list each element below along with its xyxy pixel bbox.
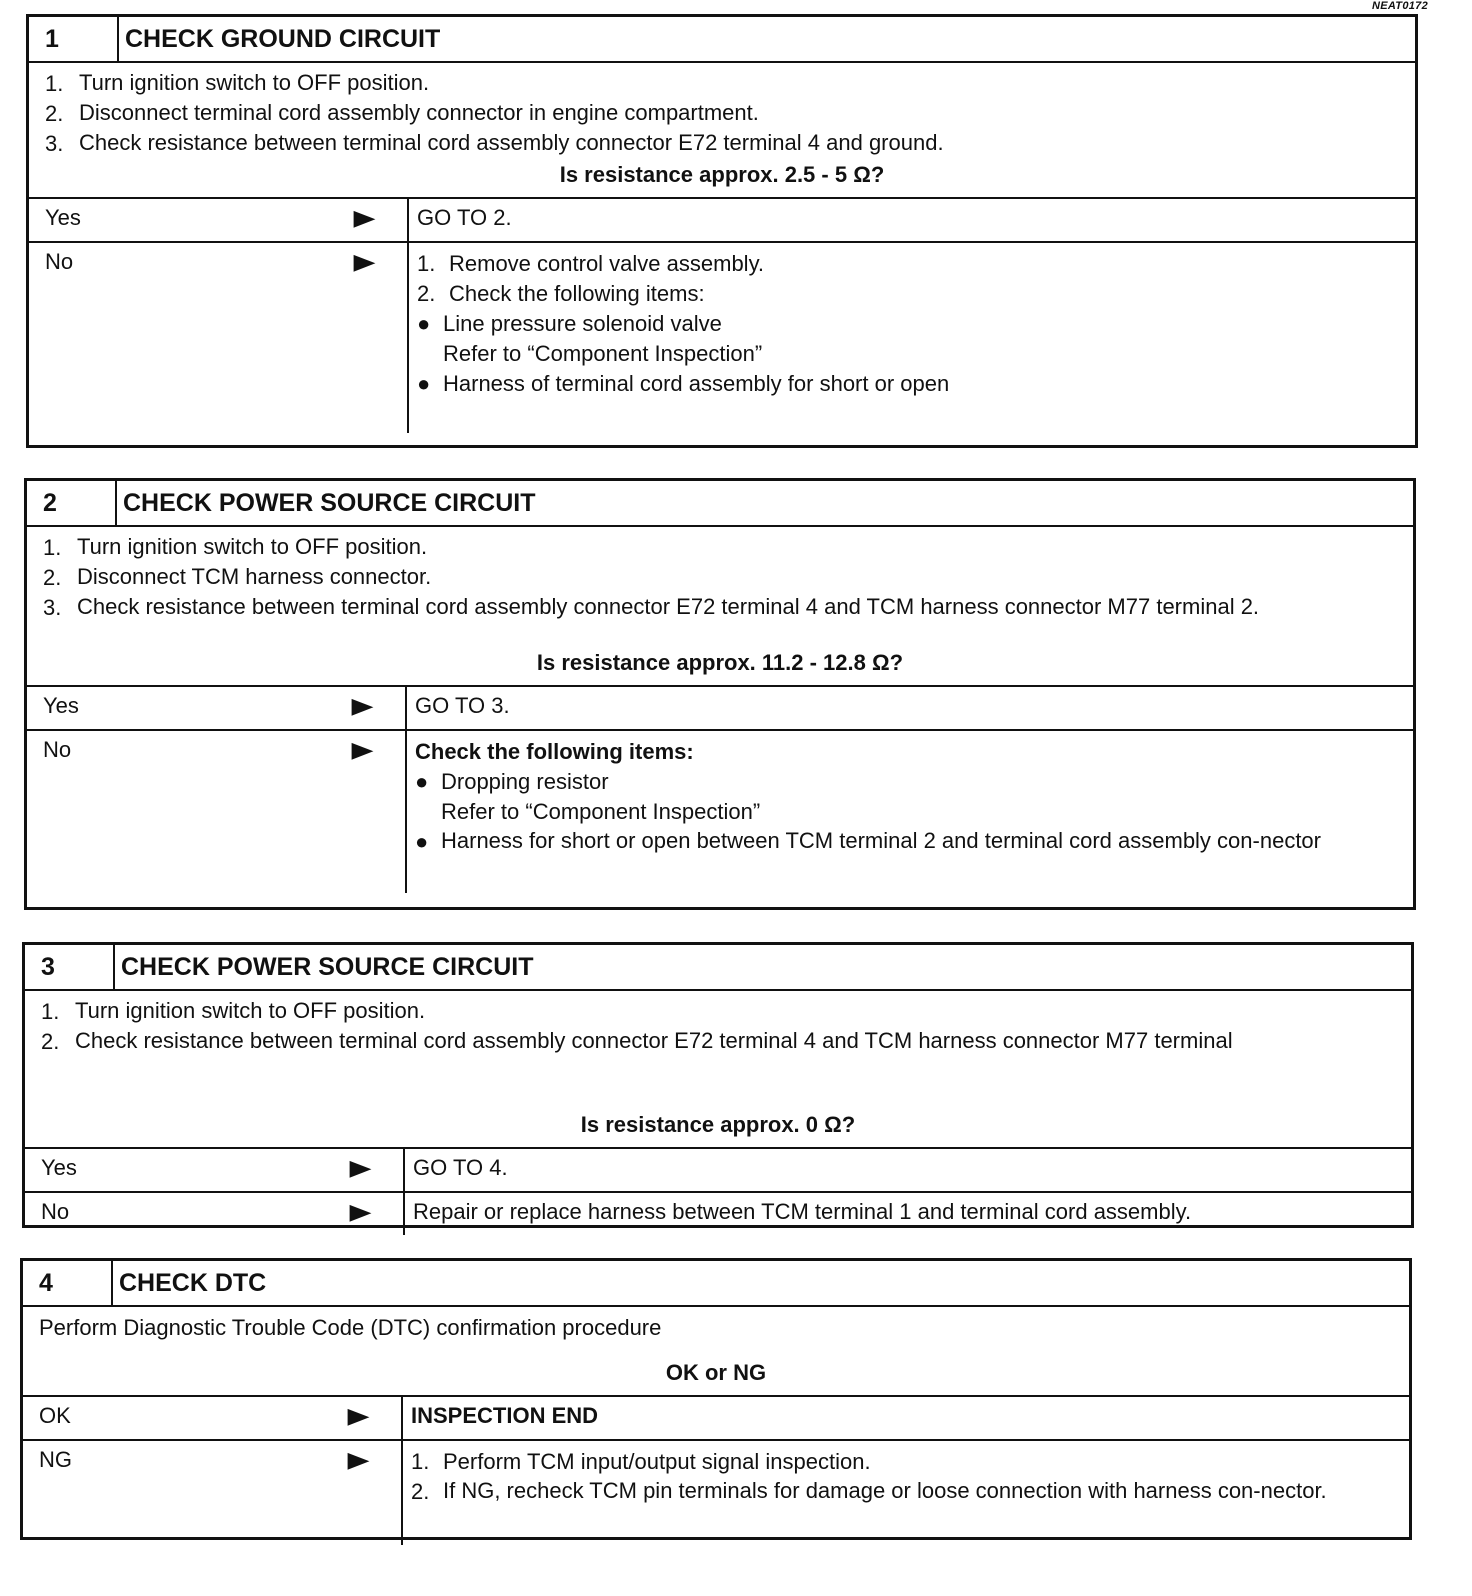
result-heading: Check the following items: xyxy=(415,739,694,764)
instruction-line xyxy=(41,997,1393,1027)
step-3-title: CHECK POWER SOURCE CIRCUIT xyxy=(121,952,534,981)
ng-result xyxy=(403,1441,1409,1545)
yes-label-cell xyxy=(29,199,409,241)
bullet-text: Harness for short or open between TCM terminal 2 and terminal cord assembly con-nector xyxy=(441,828,1321,853)
instruction-text: Disconnect TCM harness connector. xyxy=(77,564,432,589)
bullet-item xyxy=(415,827,1403,857)
yes-row xyxy=(25,1149,1411,1193)
bullet-text: Dropping resistor xyxy=(441,769,609,794)
bullet-icon: ● xyxy=(415,829,429,854)
instruction-number: 1. xyxy=(41,999,60,1024)
bullet-subtext: Refer to “Component Inspection” xyxy=(441,799,761,824)
instruction-line xyxy=(45,69,1397,99)
yes-label: Yes xyxy=(43,693,79,718)
no-row xyxy=(29,243,1415,433)
bullet-icon: ● xyxy=(415,769,429,794)
bullet-text: Line pressure solenoid valve xyxy=(443,311,722,336)
instruction-line xyxy=(45,99,1397,129)
instruction-line xyxy=(43,563,1395,593)
result-line xyxy=(417,279,1405,309)
yes-label-cell xyxy=(27,687,407,729)
ng-label: NG xyxy=(39,1447,72,1472)
instruction-line xyxy=(43,593,1395,623)
result-line xyxy=(411,1447,1399,1477)
result-text: Check the following items: xyxy=(449,281,705,306)
step-1-number: 1 xyxy=(29,17,119,61)
instruction-line xyxy=(41,1027,1393,1057)
arrow-icon: ▶ xyxy=(347,1447,370,1472)
result-text: If NG, recheck TCM pin terminals for damage or loose connection with harness con-nector. xyxy=(443,1478,1327,1503)
step-3-instructions xyxy=(25,991,1411,1103)
yes-label-cell xyxy=(25,1149,405,1191)
instruction-number: 1. xyxy=(43,535,62,560)
yes-row xyxy=(29,199,1415,243)
reference-code: NEAT0172 xyxy=(1372,0,1428,12)
no-result: Repair or replace harness between TCM terminal 1 and terminal cord assembly. xyxy=(413,1199,1192,1224)
bullet-icon: ● xyxy=(417,371,431,396)
result-number: 1. xyxy=(411,1449,430,1474)
bullet-icon: ● xyxy=(417,311,431,336)
step-4-header xyxy=(23,1261,1409,1307)
arrow-icon: ▶ xyxy=(347,1403,370,1428)
yes-result: GO TO 2. xyxy=(417,205,512,230)
step-2-question: Is resistance approx. 11.2 - 12.8 Ω? xyxy=(27,641,1413,687)
bullet-item xyxy=(417,309,1405,339)
step-3-question: Is resistance approx. 0 Ω? xyxy=(25,1103,1411,1149)
no-result xyxy=(407,731,1413,893)
arrow-icon: ▶ xyxy=(349,1199,372,1224)
no-label-cell xyxy=(27,731,407,893)
instruction-line xyxy=(43,533,1395,563)
no-label: No xyxy=(45,249,74,274)
bullet-subtext: Refer to “Component Inspection” xyxy=(443,341,763,366)
result-number: 2. xyxy=(411,1479,430,1504)
result-text: Remove control valve assembly. xyxy=(449,251,765,276)
step-4-box xyxy=(20,1258,1412,1540)
bullet-text: Harness of terminal cord assembly for short or open xyxy=(443,371,950,396)
ok-label: OK xyxy=(39,1403,71,1428)
step-1-box xyxy=(26,14,1418,448)
step-4-question: OK or NG xyxy=(23,1351,1409,1397)
step-4-body: Perform Diagnostic Trouble Code (DTC) confirmation procedure xyxy=(39,1315,662,1340)
instruction-text: Disconnect terminal cord assembly connector in engine compartment. xyxy=(79,100,759,125)
no-row xyxy=(25,1193,1411,1235)
step-3-number: 3 xyxy=(25,945,115,989)
instruction-text: Turn ignition switch to OFF position. xyxy=(75,998,426,1023)
yes-row xyxy=(27,687,1413,731)
arrow-icon: ▶ xyxy=(351,693,374,718)
result-number: 1. xyxy=(417,251,436,276)
step-2-instructions xyxy=(27,527,1413,641)
step-2-box xyxy=(24,478,1416,910)
result-line xyxy=(417,249,1405,279)
yes-label: Yes xyxy=(41,1155,77,1180)
arrow-icon: ▶ xyxy=(353,249,376,274)
result-line xyxy=(411,1477,1399,1507)
result-number: 2. xyxy=(417,281,436,306)
instruction-number: 2. xyxy=(45,101,64,126)
yes-result: GO TO 3. xyxy=(415,693,510,718)
result-text: Perform TCM input/output signal inspection. xyxy=(443,1449,871,1474)
instruction-number: 3. xyxy=(43,595,62,620)
instruction-text: Check resistance between terminal cord assembly connector E72 terminal 4 and TCM harness connector M77 terminal xyxy=(75,1028,1233,1053)
arrow-icon: ▶ xyxy=(349,1155,372,1180)
instruction-text: Check resistance between terminal cord assembly connector E72 terminal 4 and ground. xyxy=(79,130,944,155)
yes-label: Yes xyxy=(45,205,81,230)
step-3-header xyxy=(25,945,1411,991)
ok-label-cell xyxy=(23,1397,403,1439)
step-1-title: CHECK GROUND CIRCUIT xyxy=(125,24,441,53)
step-4-number: 4 xyxy=(23,1261,113,1305)
instruction-text: Turn ignition switch to OFF position. xyxy=(77,534,428,559)
ok-result: INSPECTION END xyxy=(411,1403,599,1428)
step-1-question: Is resistance approx. 2.5 - 5 Ω? xyxy=(29,153,1415,199)
instruction-text: Check resistance between terminal cord assembly connector E72 terminal 4 and TCM harness connector M77 terminal 2. xyxy=(77,594,1260,619)
step-1-header xyxy=(29,17,1415,63)
no-label: No xyxy=(43,737,72,762)
instruction-text: Turn ignition switch to OFF position. xyxy=(79,70,430,95)
instruction-number: 2. xyxy=(43,565,62,590)
no-label-cell xyxy=(29,243,409,433)
no-label: No xyxy=(41,1199,70,1224)
bullet-item xyxy=(417,369,1405,399)
yes-result: GO TO 4. xyxy=(413,1155,508,1180)
no-row xyxy=(27,731,1413,893)
step-2-title: CHECK POWER SOURCE CIRCUIT xyxy=(123,488,536,517)
ok-row xyxy=(23,1397,1409,1441)
step-2-number: 2 xyxy=(27,481,117,525)
arrow-icon: ▶ xyxy=(351,737,374,762)
instruction-number: 3. xyxy=(45,131,64,156)
no-label-cell xyxy=(25,1193,405,1235)
ng-label-cell xyxy=(23,1441,403,1545)
step-2-header xyxy=(27,481,1413,527)
ng-row xyxy=(23,1441,1409,1545)
instruction-number: 1. xyxy=(45,71,64,96)
no-result xyxy=(409,243,1415,433)
step-3-box xyxy=(22,942,1414,1228)
instruction-number: 2. xyxy=(41,1029,60,1054)
bullet-item xyxy=(415,767,1403,797)
step-1-instructions xyxy=(29,63,1415,156)
arrow-icon: ▶ xyxy=(353,205,376,230)
step-4-title: CHECK DTC xyxy=(119,1268,267,1297)
